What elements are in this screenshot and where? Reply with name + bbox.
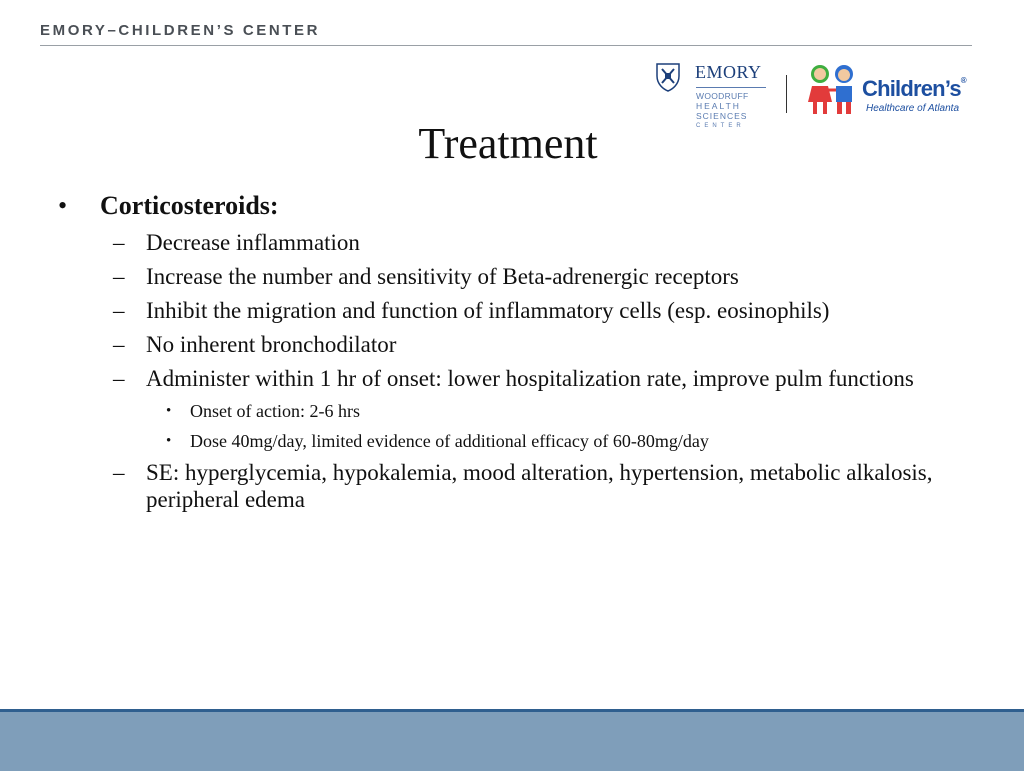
org-header: EMORY–CHILDREN’S CENTER (40, 22, 321, 39)
sub-bullet-marker: • (166, 433, 172, 449)
sub-item (58, 297, 958, 324)
slide-content (58, 190, 958, 513)
childrens-name: Children’s (862, 76, 961, 101)
sub-item-text: Decrease inflammation (146, 230, 360, 255)
sub-item (58, 263, 958, 290)
childrens-wordmark (862, 76, 966, 102)
sub-item-text: Inhibit the migration and function of inflammatory cells (esp. eosinophils) (146, 298, 830, 323)
sub-item (58, 229, 958, 256)
sub-item (58, 459, 958, 513)
dash-marker: – (113, 298, 125, 323)
sub-sub-item (58, 400, 958, 422)
emory-sub-line: CENTER (696, 123, 745, 129)
sub-sub-item-text: Dose 40mg/day, limited evidence of additional efficacy of 60-80mg/day (190, 431, 709, 451)
bullet-item (58, 190, 958, 222)
sub-item-text: Administer within 1 hr of onset: lower hospitalization rate, improve pulm functions (146, 366, 914, 391)
emory-shield-icon (655, 62, 681, 92)
slide-title: Treatment (418, 119, 598, 168)
dash-marker: – (113, 460, 125, 485)
dash-marker: – (113, 264, 125, 289)
logo-divider (786, 75, 787, 113)
bullet-label: Corticosteroids: (100, 191, 279, 220)
header-rule (40, 45, 972, 46)
emory-sub-line: SCIENCES (696, 111, 748, 121)
registered-mark: ® (960, 76, 966, 85)
childrens-tagline: Healthcare of Atlanta (866, 103, 960, 114)
dash-marker: – (113, 230, 125, 255)
sub-item-text: No inherent bronchodilator (146, 332, 397, 357)
sub-item (58, 365, 958, 392)
dash-marker: – (113, 332, 125, 357)
emory-sub-line: WOODRUFF (696, 91, 749, 101)
sub-sub-item (58, 430, 958, 452)
emory-wordmark: EMORY (695, 62, 762, 82)
emory-sub-line: HEALTH (696, 101, 741, 111)
childrens-kids-icon (800, 62, 864, 116)
bullet-marker: • (58, 191, 68, 220)
footer-band (0, 709, 1024, 771)
sub-item (58, 331, 958, 358)
sub-bullet-marker: • (166, 403, 172, 419)
sub-item-text: Increase the number and sensitivity of Beta-adrenergic receptors (146, 264, 739, 289)
dash-marker: – (113, 366, 125, 391)
sub-item-text: SE: hyperglycemia, hypokalemia, mood alteration, hypertension, metabolic alkalosis, peripheral edema (146, 460, 933, 512)
sub-sub-item-text: Onset of action: 2-6 hrs (190, 401, 360, 421)
